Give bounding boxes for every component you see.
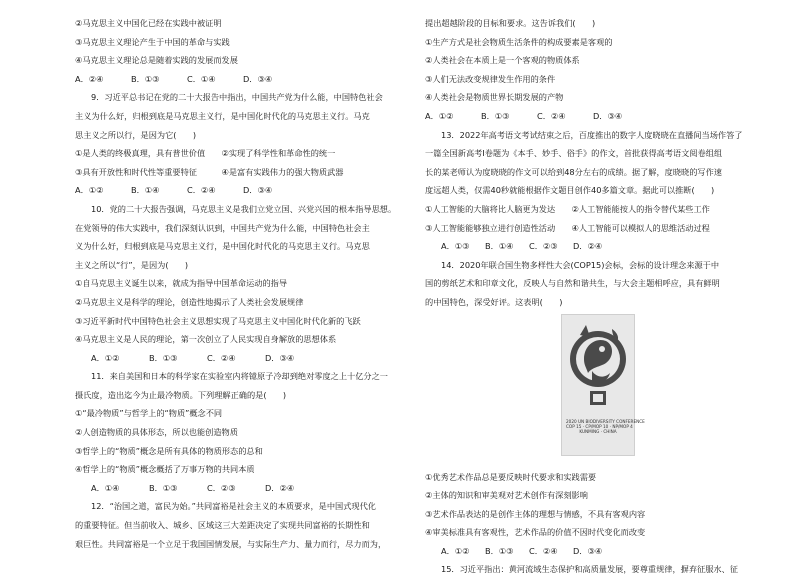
choice-b: B．①③ (149, 352, 178, 363)
question-12-stem: 艰巨性。共同富裕是一个立足于我国国情发展，与实际生产力、量力而行，尽力而为， (75, 538, 387, 549)
question-12-item: ③人们无法改变规律发生作用的条件 (425, 73, 556, 84)
question-14-item: ③艺术作品表达的是创作主体的理想与情感，不具有客观内容 (425, 508, 646, 519)
question-10-stem: 义为什么好，归根到底是马克思主义行，是中国化时代化的马克思主义行。马克思 (75, 241, 370, 252)
choice-b: B．①③ (481, 110, 510, 121)
question-13-stem: 长的某老师认为度晓晓的作文可以给到48分左右的成绩。据了解，度晓晓的写作速 (425, 166, 722, 177)
option-line: ②马克思主义中国化已经在实践中被证明 (75, 18, 222, 28)
choice-b: B．①③ (149, 482, 178, 493)
question-10-stem: 主义之所以“行”，是因为( ) (75, 259, 189, 270)
question-11-item: ④哲学上的“物质”概念概括了万事万物的共同本质 (75, 464, 255, 475)
question-11-item: ②人创造物质的具体形态，所以也能创造物质 (75, 427, 238, 438)
question-12-stem: 12．“治国之道，富民为始。”共同富裕是社会主义的本质要求，是中国式现代化 (91, 501, 376, 512)
option-line: ④马克思主义理论总是随着实践的发展而发展 (75, 55, 238, 66)
choice-a: A．①② (441, 545, 470, 556)
answer-choices (425, 542, 770, 561)
question-14-stem: 的中国特色，深受好评。这表明( ) (425, 296, 563, 307)
question-11-item: ③哲学上的“物质”概念是所有具体的物质形态的总和 (75, 445, 263, 456)
question-14-stem: 国的剪纸艺术和印章文化，反映人与自然和谐共生，与大会主题相呼应，具有鲜明 (425, 278, 720, 289)
question-14-stem: 14．2020年联合国生物多样性大会(COP15)会标，会标的设计理念来源于中 (441, 259, 720, 270)
question-14-item: ②主体的知识和审美观对艺术创作有深刻影响 (425, 490, 588, 501)
choice-a: A．①③ (441, 241, 470, 252)
choice-c: C．②③ (207, 482, 236, 493)
choice-d: D．②④ (265, 482, 295, 493)
question-13-stem: 一篇全国新高考Ⅰ卷题为《本手、妙手、俗手》的作文，首批获得高考语文阅卷组组 (425, 148, 723, 159)
choice-d: D．②④ (573, 241, 603, 252)
answer-choices (75, 479, 393, 498)
answer-choices (75, 70, 393, 89)
answer-choices (425, 107, 770, 126)
question-15-stem: 15．习近平指出：黄河流域生态保护和高质量发展，要尊重规律，摒弃征服水、征 (441, 564, 738, 575)
choice-a: A．①② (91, 352, 120, 363)
question-13-item: ①人工智能的大脑将比人脑更为发达 ②人工智能能按人的指令替代某些工作 (425, 203, 710, 214)
choice-c: C．②④ (187, 185, 216, 196)
choice-b: B．①④ (131, 185, 160, 196)
question-12-stem: 提出超越阶段的目标和要求。这告诉我们( ) (425, 18, 596, 28)
question-10-item: ②马克思主义是科学的理论，创造性地揭示了人类社会发展规律 (75, 296, 304, 307)
question-10-stem: 在党领导的伟大实践中，我们深刻认识到，中国共产党为什么能，中国特色社会主 (75, 222, 370, 233)
choice-d: D．③④ (573, 545, 603, 556)
choice-d: D．③④ (243, 73, 273, 84)
choice-a: A．②④ (75, 73, 104, 84)
choice-b: B．①③ (485, 545, 514, 556)
right-column (425, 14, 770, 579)
question-13-stem: 度远超人类，仅需40秒就能根据作文题目创作40多篇文章。据此可以推断( ) (425, 185, 715, 196)
choice-d: D．③④ (243, 185, 273, 196)
logo-caption-line: COP 15 · CP/MOP 10 · NP/MOP 4 (566, 423, 633, 429)
question-10-item: ①自马克思主义诞生以来，就成为指导中国革命运动的指导 (75, 278, 288, 289)
choice-c: C．②④ (529, 545, 558, 556)
question-11-item: ①“最冷物质”与哲学上的“物质”概念不同 (75, 408, 223, 419)
question-11-stem: 摄氏度，造出迄今为止最冷物质。下列理解正确的是( ) (75, 389, 287, 400)
choice-c: C．②④ (207, 352, 236, 363)
answer-choices (75, 181, 393, 200)
choice-c: C．②④ (537, 110, 566, 121)
choice-d: D．③④ (593, 110, 623, 121)
question-12-item: ②人类社会在本质上是一个客观的物质体系 (425, 55, 580, 66)
question-14-item: ④审美标准具有客观性，艺术作品的价值不因时代变化而改变 (425, 527, 646, 538)
choice-d: D．③④ (265, 352, 295, 363)
logo-caption (566, 418, 645, 434)
choice-b: B．①③ (131, 73, 160, 84)
question-12-stem: 的重要特征。但当前收入、城乡、区域这三大差距决定了实现共同富裕的长期性和 (75, 520, 370, 531)
question-12-item: ①生产方式是社会物质生活条件的构成要素是客观的 (425, 36, 613, 47)
question-10-item: ③习近平新时代中国特色社会主义思想实现了马克思主义中国化时代化新的飞跃 (75, 315, 361, 326)
question-10-item: ④马克思主义是人民的理论，第一次创立了人民实现自身解放的思想体系 (75, 334, 337, 345)
cop15-logo-figure (425, 314, 770, 462)
question-11-stem: 11．来自美国和日本的科学家在实验室内将镱原子冷却到绝对零度之上十亿分之一 (91, 371, 388, 382)
cop15-logo (561, 314, 645, 456)
answer-choices (75, 349, 393, 368)
logo-caption-line: KUNMING · CHINA (579, 428, 617, 434)
option-line: ③马克思主义理论产生于中国的革命与实践 (75, 36, 230, 47)
question-9-stem: 主义为什么好，归根到底是马克思主义行，是中国化时代化的马克思主义行。马克 (75, 110, 370, 121)
question-12-item: ④人类社会是物质世界长期发展的产物 (425, 92, 564, 103)
papercut-emblem-icon (562, 315, 634, 415)
question-9-item: ①是人类的终极真理，具有普世价值 ②实现了科学性和革命性的统一 (75, 148, 336, 159)
choice-a: A．①④ (91, 482, 120, 493)
question-13-stem: 13．2022年高考语文考试结束之后，百度推出的数字人度晓晓在直播间当场作答了 (441, 129, 743, 140)
choice-c: C．①④ (187, 73, 216, 84)
question-13-item: ③人工智能能够独立进行创造性活动 ④人工智能可以模拟人的思维活动过程 (425, 222, 710, 233)
choice-a: A．①② (75, 185, 104, 196)
question-14-item: ①优秀艺术作品总是要反映时代要求和实践需要 (425, 471, 597, 482)
answer-choices (425, 237, 770, 256)
question-9-stem: 思主义之所以行，是因为它( ) (75, 129, 197, 140)
choice-b: B．①④ (485, 241, 514, 252)
question-9-stem: 9．习近平总书记在党的二十大报告中指出，中国共产党为什么能，中国特色社会 (91, 92, 383, 103)
choice-c: C．②③ (529, 241, 558, 252)
left-column (75, 14, 397, 553)
logo-caption-line: 2020 UN BIODIVERSITY CONFERENCE (566, 418, 645, 424)
question-9-item: ③具有开放性和时代性等重要特征 ④是富有实践伟力的强大物质武器 (75, 166, 344, 177)
choice-a: A．①② (425, 110, 454, 121)
question-10-stem: 10．党的二十大报告强调，马克思主义是我们立党立国、兴党兴国的根本指导思想。 (91, 203, 397, 214)
